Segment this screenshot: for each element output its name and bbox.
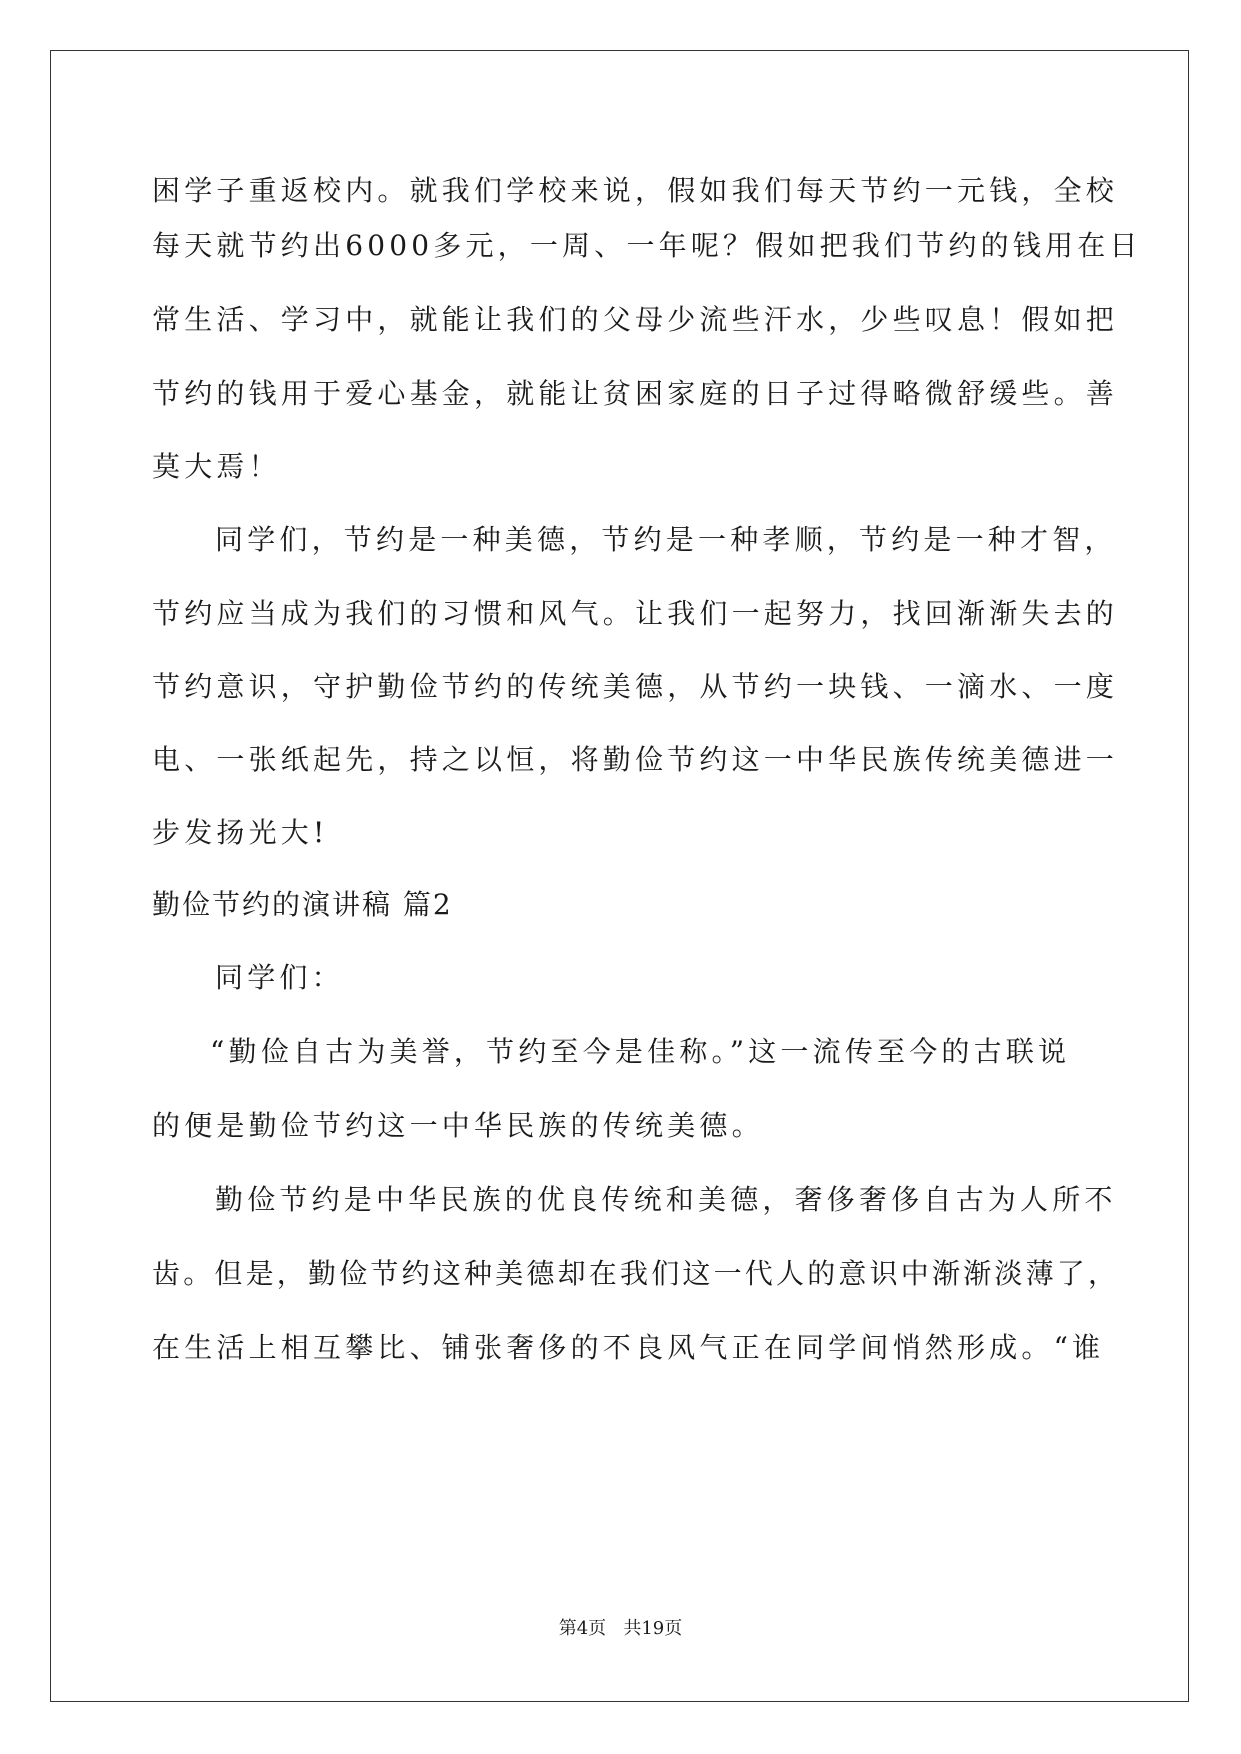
text-line: 的便是勤俭节约这一中华民族的传统美德。 xyxy=(152,1109,764,1142)
paragraph-line: 勤俭节约是中华民族的优良传统和美德，奢侈奢侈自古为人所不 xyxy=(215,1183,1117,1216)
text-line: 电、一张纸起先，持之以恒，将勤俭节约这一中华民族传统美德进一 xyxy=(152,743,1119,776)
text-line: 节约意识，守护勤俭节约的传统美德，从节约一块钱、一滴水、一度 xyxy=(152,670,1119,703)
text-line: 莫大焉！ xyxy=(152,450,281,483)
text-line: 在生活上相互攀比、铺张奢侈的不良风气正在同学间悄然形成。“谁 xyxy=(152,1331,1105,1364)
text-line: 步发扬光大! xyxy=(152,816,329,849)
text-line: 节约应当成为我们的习惯和风气。让我们一起努力，找回渐渐失去的 xyxy=(152,597,1119,630)
salutation-line: 同学们： xyxy=(215,961,344,994)
text-line: 每天就节约出6000多元，一周、一年呢？假如把我们节约的钱用在日 xyxy=(152,229,1142,262)
section-heading: 勤俭节约的演讲稿 篇2 xyxy=(152,888,453,921)
paragraph-line: “勤俭自古为美誉，节约至今是佳称。”这一流传至今的古联说 xyxy=(210,1035,1071,1068)
page-border xyxy=(50,50,1189,1702)
text-line: 困学子重返校内。就我们学校来说，假如我们每天节约一元钱，全校 xyxy=(152,174,1119,207)
text-line: 齿。但是，勤俭节约这种美德却在我们这一代人的意识中渐渐淡薄了， xyxy=(152,1257,1120,1290)
page-number-footer: 第4页 共19页 xyxy=(558,1618,683,1639)
text-line: 常生活、学习中，就能让我们的父母少流些汗水，少些叹息！假如把 xyxy=(152,303,1119,336)
text-line: 节约的钱用于爱心基金，就能让贫困家庭的日子过得略微舒缓些。善 xyxy=(152,377,1119,410)
paragraph-line: 同学们，节约是一种美德，节约是一种孝顺，节约是一种才智， xyxy=(215,523,1117,556)
